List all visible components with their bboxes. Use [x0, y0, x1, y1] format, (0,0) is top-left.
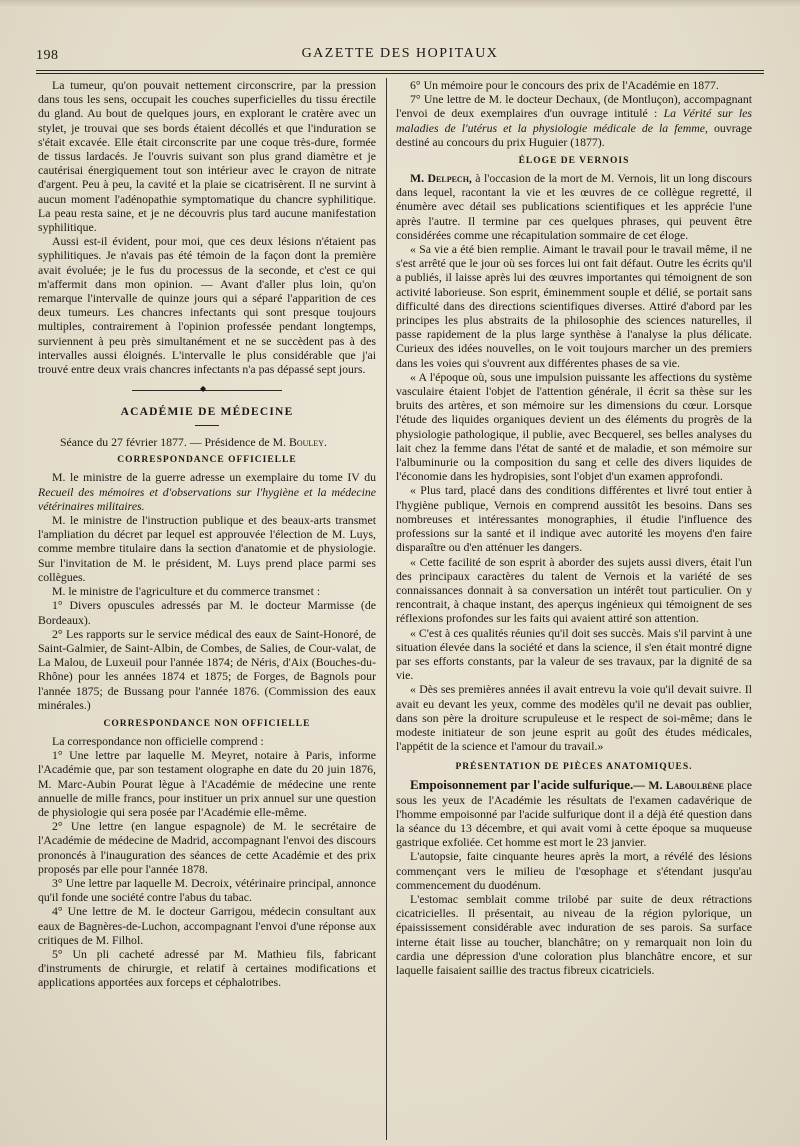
article-heading: Empoisonnement par l'acide sulfurique. — [410, 777, 634, 793]
page-header — [36, 44, 764, 66]
section-title-academie: ACADÉMIE DE MÉDECINE — [120, 406, 294, 419]
paragraph: « C'est à ces qualités réunies qu'il doit ses succès. Mais s'il parvint à une situation élevée dans la société et dans la science, il s'en était montré digne par ses efforts constants, par la valeur de ses travaux, par la dignité de sa vie. — [396, 625, 752, 683]
paragraph: La correspondance non officielle comprend : — [52, 733, 264, 748]
paragraph — [396, 171, 752, 242]
paragraph: 1° Une lettre par laquelle M. Meyret, notaire à Paris, informe l'Académie que, par son testament olographe en date du 20 juin 1876, M. Marc-Aubin Pourat lègue à l'Académie de médecine une rente annuelle de mille francs, pour instituer un prix annuel sur une question de physiologie qui sera posée par l'Académie elle-même. — [38, 748, 376, 819]
paragraph: L'estomac semblait comme trilobé par suite de deux rétractions cicatricielles. Il présentait, au niveau de la région pylorique, un épaississement considérable avec induration de ses parois. Sa surface interne était lisse au toucher, blanchâtre; on y remarquait non loin du cardia une dépression d'une coloration plus blanchâtre encore, et sur laquelle faisaient saillie des tractus fibreux cicatriciels. — [396, 891, 752, 977]
seance-text: Séance du 27 février 1877. — Présidence de M. — [60, 435, 289, 450]
paragraph — [396, 778, 752, 849]
section-ornament — [132, 390, 282, 392]
paragraph: « A l'époque où, sous une impulsion puissante les affections du système vasculaire étaient l'objet de l'attention générale, il écrit sa thèse sur les bruits des artères, et son mémoire sur les dimensions du cœur. Lorsque l'étude des liquides organiques devient un des éléments du progrès de la physiologie pathologique, il publie, avec Becquerel, ses belles analyses du lait chez la femme dans l'état de santé et de maladie, et son mémoire sur l'albuminurie ou la composition du sang et celle des divers liquides de l'économie dans les hydropisies, sont l'objet d'un examen approfondi. — [396, 369, 752, 484]
speaker-name: — M. Laboulbène — [633, 778, 724, 793]
paragraph: M. le ministre de l'agriculture et du commerce transmet : — [52, 584, 321, 599]
paragraph: 3° Une lettre par laquelle M. Decroix, vétérinaire principal, annonce qu'il fonde une société contre l'abus du tabac. — [38, 875, 376, 905]
page-number: 198 — [36, 48, 59, 63]
paragraph: 5° Un pli cacheté adressé par M. Mathieu fils, fabricant d'instruments de chirurgie, et relatif à certaines modifications et applications apportées aux forceps et céphalotribes. — [38, 946, 376, 990]
paragraph: 1° Divers opuscules adressés par M. le docteur Marmisse (de Bordeaux). — [38, 598, 376, 627]
paragraph: Aussi est-il évident, pour moi, que ces deux lésions n'étaient pas syphilitiques. Je n'avais pas été témoin de la façon dont la première avait évoluée; je le fus du processus de la seconde, et c'est ce qui m'affermit dans mon opinion. — Avant d'aller plus loin, qu'on remarque l'intervalle de quinze jours qui a séparé l'apparition de ces deux tumeurs. Les chancres infectants qui sont presque toujours multiples, contrairement à l'opinion professée pendant longtemps, surviennent à peu près simultanément et ne se succèdent pas à des intervalles aussi éloignés. L'intervalle le plus considérable que j'ai trouvé entre deux vrais chancres infectants n'a pas dépassé sept jours. — [38, 234, 376, 377]
paragraph: 4° Une lettre de M. le docteur Garrigou, médecin consultant aux eaux de Bagnères-de-Luchon, accompagnant l'envoi d'une réponse aux critiques de M. Filhol. — [38, 904, 376, 947]
paragraph: 2° Les rapports sur le service médical des eaux de Saint-Honoré, de Saint-Galmier, de Saint-Albin, de Combes, de Salies, de Cour-valat, de La Malou, de Luxeuil pour l'année 1874; de Néris, d'Aix (Bouches-du-Rhône) pour les années 1874 et 1875; de Forges, de Bagnols pour l'année 1875; de Bussang pour l'année 1876. (Commission des eaux minérales.) — [38, 626, 376, 712]
text-run: M. le ministre de la guerre adresse un exemplaire du tome IV du — [52, 470, 376, 485]
header-rule — [36, 70, 764, 71]
paragraph: « Plus tard, placé dans des conditions différentes et livré tout entier à l'hygiène publique, Vernois en comprend aussitôt les besoins. Dans ses nombreuses et intéressantes monographies, il étudie l'influence des professions sur la santé et il indique avec autorité les moyens d'en faire disparaître ou d'en atténuer les dangers. — [396, 483, 752, 555]
running-title: GAZETTE DES HOPITAUX — [301, 46, 499, 61]
speaker-name: M. Delpech, — [410, 171, 472, 186]
subsection-title-pieces: PRÉSENTATION DE PIÈCES ANATOMIQUES. — [455, 762, 693, 773]
subsection-title-official: CORRESPONDANCE OFFICIELLE — [117, 455, 297, 466]
page-top-edge — [0, 0, 800, 8]
text-run: à l'occasion de la mort de M. Vernois, lit un long discours dans lequel, racontant la vie et les œuvres de ce collègue regretté, il énumère avec détail ses publications scientifiques et les apprécie l'une après l'autre. Il termine par ces quelques phrases, qui peuvent être considérées comme une récapitulation sommaire de cet éloge. — [396, 171, 752, 242]
paragraph: « Cette facilité de son esprit à aborder des sujets aussi divers, était l'un des principaux caractères du talent de Vernois et la variété de ses connaissances donnait à sa conversation un intérêt tout particulier. On y rencontrait, à chaque instant, des aperçus ingénieux qui témoignent de ses réflexions profondes sur les faits qui avaient attiré son attention. — [396, 554, 752, 626]
paragraph: 2° Une lettre (en langue espagnole) de M. le secrétaire de l'Académie de médecine de Madrid, accompagnant l'envoi des discours prononcés à l'inauguration des séances de cette Académie et des prix proposés par elle pour l'année 1878. — [38, 819, 376, 876]
subsection-title-nonofficial: CORRESPONDANCE NON OFFICIELLE — [103, 718, 311, 729]
column-divider — [386, 78, 387, 1140]
book-title: La Vérité sur les maladies de l'utérus et la physiologie médicale de la femme, — [396, 106, 752, 135]
right-column — [396, 78, 752, 977]
subsection-title-eloge: ÉLOGE DE VERNOIS — [518, 156, 630, 167]
paragraph: M. le ministre de l'instruction publique et des beaux-arts transmet l'ampliation du décret par lequel est approuvée l'élection de M. Luys, comme membre titulaire dans la section d'anatomie et de physiologie. Sur l'invitation de M. le président, M. Luys prend place parmi ses collègues. — [38, 513, 376, 584]
text-run: 7° Une lettre de M. le docteur Dechaux, (de Montluçon), accompagnant l'envoi de deux exemplaires d'un ouvrage intitulé : — [396, 92, 752, 121]
seance-line — [38, 435, 376, 449]
text-run: ouvrage destiné au concours du prix Huguier (1877). — [396, 120, 752, 149]
paragraph: 6° Un mémoire pour le concours des prix de l'Académie en 1877. — [410, 78, 719, 92]
paragraph: La tumeur, qu'on pouvait nettement circonscrire, par la pression dans tous les sens, occupait les couches superficielles du tissu érectile du gland. Au bout de quelques jours, en explorant le cratère avec un stylet, je trouvai que ses bords étaient décollés et que l'induration se s'était excavée. Elle était circonscrite par une coque très-dure, formée de tissus lardacés. Je l'ouvris suivant son plus grand diamètre et je cautérisai énergiquement tout son intérieur avec le crayon de nitrate d'argent. Peu à peu, la cavité et la plaie se cicatrisèrent. Il ne survint à aucun moment l'adénopathie symptomatique du chancre syphilitique. La peau resta saine, et je ne découvris plus tard aucune manifestation syphilitique. — [38, 78, 376, 235]
president-name: Bouley. — [289, 435, 327, 450]
paragraph: L'autopsie, faite cinquante heures après la mort, a révélé des lésions commençant vers le milieu de l'œsophage et s'étendant jusqu'au commencement du duodénum. — [396, 849, 752, 892]
paragraph — [38, 470, 376, 513]
paragraph: « Sa vie a été bien remplie. Aimant le travail pour le travail même, il ne s'est arrêté que le jour où ses forces lui ont fait défaut. Outre les écrits qu'il a publiés, il laisse après lui des œuvres importantes qui témoignent de son activité laborieuse. Son esprit, éminemment souple et délié, se portait sans difficulté dans des directions scientifiques diverses. Attiré d'abord par les principes les plus abstraits de la philosophie des sciences naturelles, il passe rapidement de la plus large synthèse à l'analyse la plus délicate. Curieux des idées nouvelles, on le voit toujours marcher un des premiers dans les voies qui s'ouvrent aux différentes phases de sa vie. — [396, 242, 752, 370]
paragraph: « Dès ses premières années il avait entrevu la voie qu'il devait suivre. Il avait eu devant les yeux, comme des modèles qu'il ne devait pas oublier, dans son père la droiture scrupuleuse et le respect de soi-même; dans le modeste initiateur de son jeune esprit au goût des études médicales, l'appétit de la science et l'amour du travail.» — [396, 682, 752, 754]
publication-title: Recueil des mémoires et d'observations sur l'hygiène et la médecine vétérinaires militaires. — [38, 484, 376, 513]
text-run: place sous les yeux de l'Académie les résultats de l'examen cadavérique de l'homme empoisonné par l'acide sulfurique dont il a déjà été question dans la séance du 13 décembre, et qui avait vomi à cette époque sa muqueuse gastrique exfoliée. Cet homme est mort le 23 janvier. — [396, 778, 752, 850]
left-column — [38, 78, 376, 990]
header-rule-double — [36, 73, 764, 74]
paragraph — [396, 92, 752, 149]
